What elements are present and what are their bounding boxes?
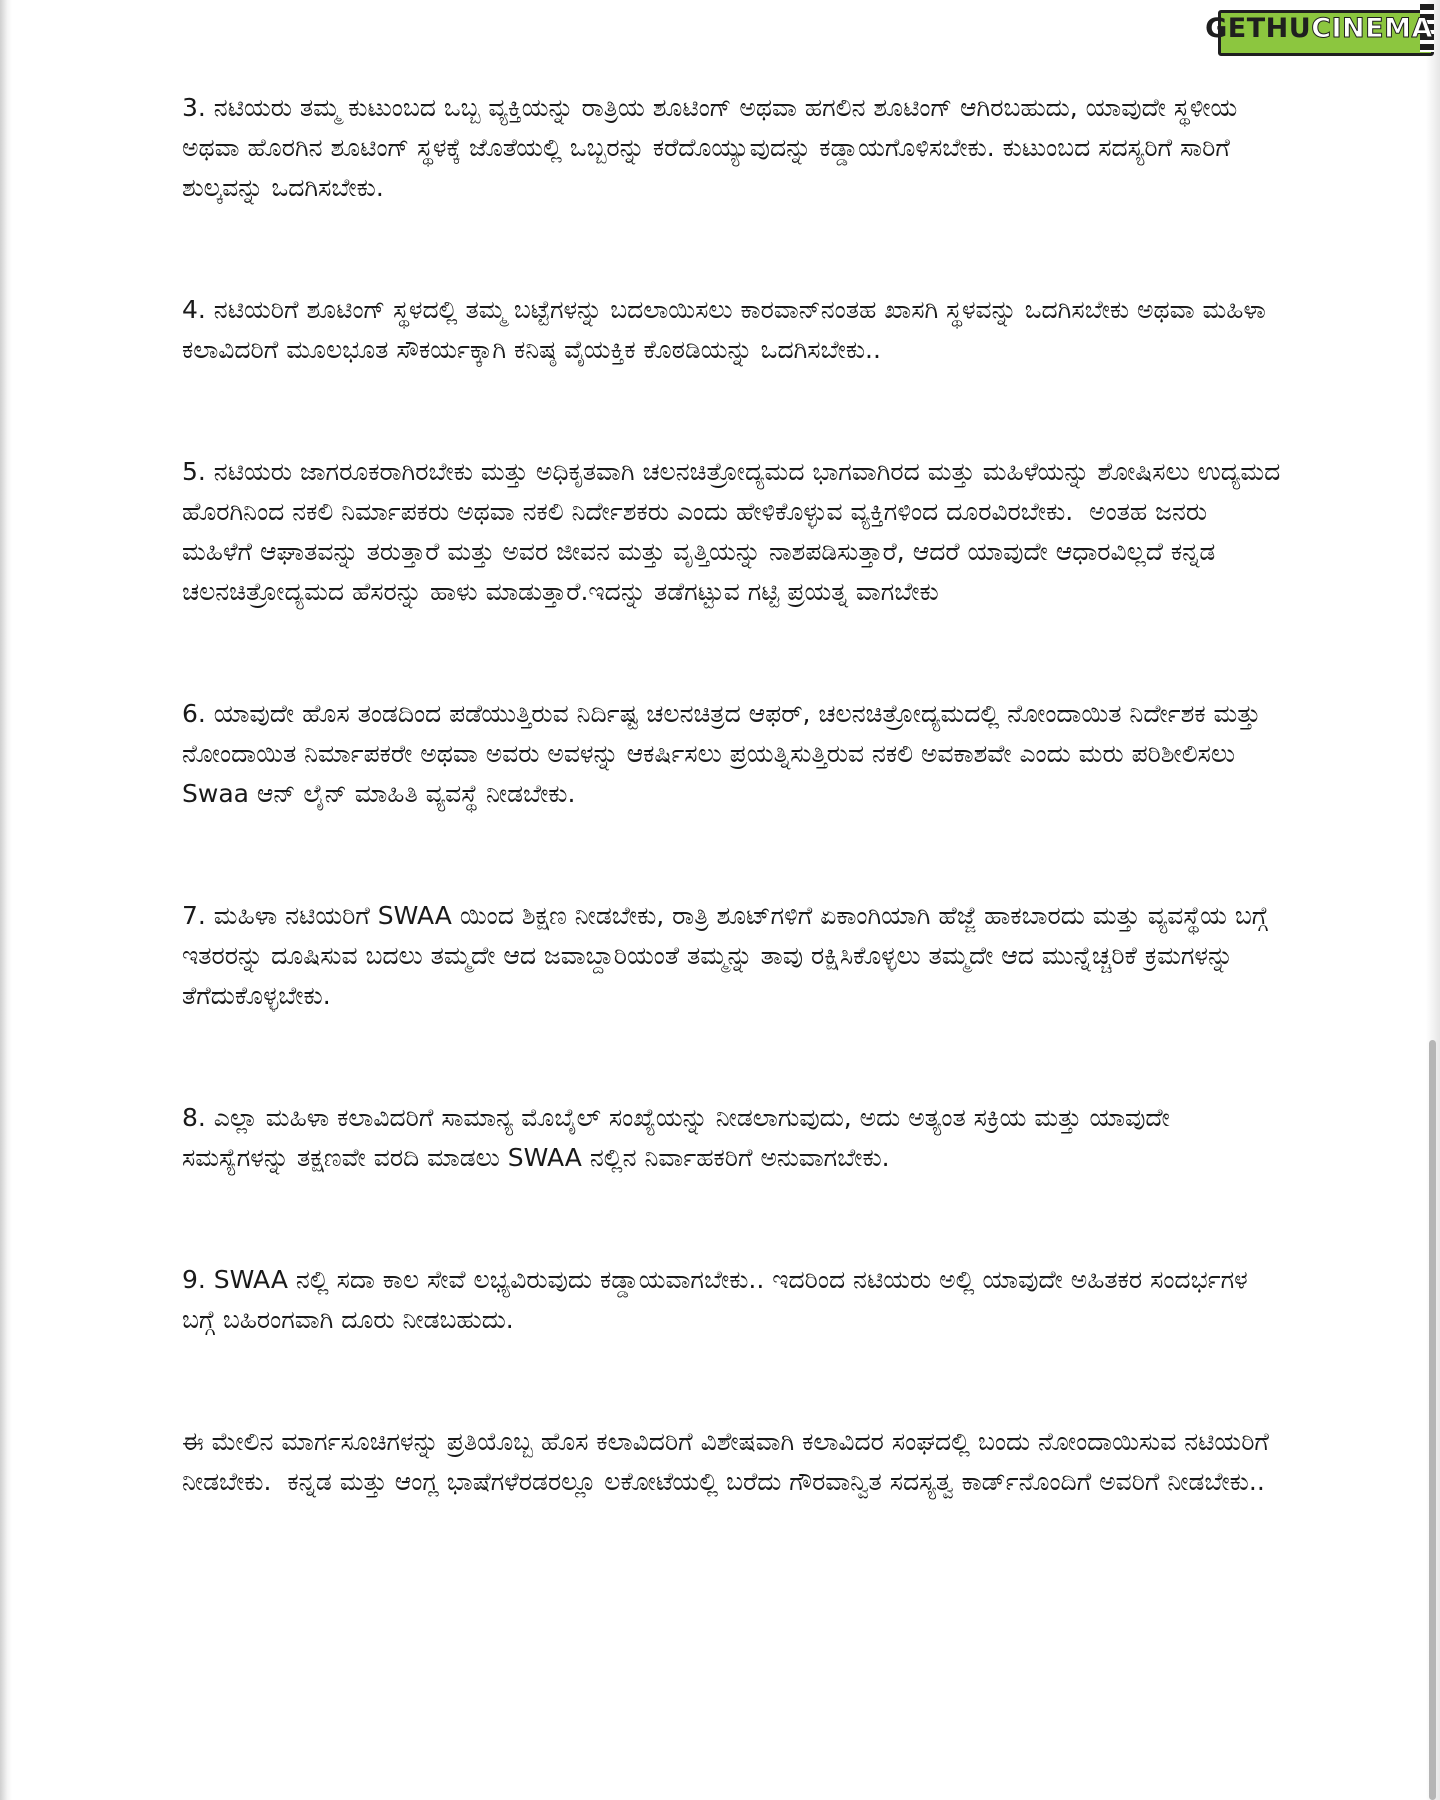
- guideline-paragraph-8: 8. ಎಲ್ಲಾ ಮಹಿಳಾ ಕಲಾವಿದರಿಗೆ ಸಾಮಾನ್ಯ ಮೊಬೈಲ್ ಸಂಖ್ಯೆಯನ್ನು ನೀಡಲಾಗುವುದು, ಅದು ಅತ್ಯಂತ ಸಕ್ರಿಯ ಮತ್ತು ಯಾವುದೇ ಸಮಸ್ಯೆಗಳನ್ನು ತಕ್ಷಣವೇ ವರದಿ ಮಾಡಲು SWAA ನಲ್ಲಿನ ನಿರ್ವಾಹಕರಿಗೆ ಅನುವಾಗಬೇಕು.: [182, 1103, 1178, 1172]
- guideline-paragraph-4: 4. ನಟಿಯರಿಗೆ ಶೂಟಿಂಗ್ ಸ್ಥಳದಲ್ಲಿ ತಮ್ಮ ಬಟ್ಟೆಗಳನ್ನು ಬದಲಾಯಿಸಲು ಕಾರವಾನ್‌ನಂತಹ ಖಾಸಗಿ ಸ್ಥಳವನ್ನು ಒದಗಿಸಬೇಕು ಅಥವಾ ಮಹಿಳಾ ಕಲಾವಿದರಿಗೆ ಮೂಲಭೂತ ಸೌಕರ್ಯಕ್ಕಾಗಿ ಕನಿಷ್ಠ ವೈಯಕ್ತಿಕ ಕೊಠಡಿಯನ್ನು ಒದಗಿಸಬೇಕು..: [182, 295, 1274, 364]
- watermark-brand-part2: CINEMA: [1311, 12, 1433, 44]
- guideline-paragraph-7: 7. ಮಹಿಳಾ ನಟಿಯರಿಗೆ SWAA ಯಿಂದ ಶಿಕ್ಷಣ ನೀಡಬೇಕು, ರಾತ್ರಿ ಶೂಟ್‌ಗಳಿಗೆ ಏಕಾಂಗಿಯಾಗಿ ಹೆಜ್ಜೆ ಹಾಕಬಾರದು ಮತ್ತು ವ್ಯವಸ್ಥೆಯ ಬಗ್ಗೆ ಇತರರನ್ನು ದೂಷಿಸುವ ಬದಲು ತಮ್ಮದೇ ಆದ ಜವಾಬ್ದಾರಿಯಂತೆ ತಮ್ಮನ್ನು ತಾವು ರಕ್ಷಿಸಿಕೊಳ್ಳಲು ತಮ್ಮದೇ ಆದ ಮುನ್ನೆಚ್ಚರಿಕೆ ಕ್ರಮಗಳನ್ನು ತೆಗೆದುಕೊಳ್ಳಬೇಕು.: [182, 901, 1276, 1010]
- guideline-paragraph-9: 9. SWAA ನಲ್ಲಿ ಸದಾ ಕಾಲ ಸೇವೆ ಲಭ್ಯವಿರುವುದು ಕಡ್ಡಾಯವಾಗಬೇಕು.. ಇದರಿಂದ ನಟಿಯರು ಅಲ್ಲಿ ಯಾವುದೇ ಅಹಿತಕರ ಸಂದರ್ಭಗಳ ಬಗ್ಗೆ ಬಹಿರಂಗವಾಗಿ ದೂರು ನೀಡಬಹುದು.: [182, 1265, 1256, 1334]
- closing-paragraph: ಈ ಮೇಲಿನ ಮಾರ್ಗಸೂಚಿಗಳನ್ನು ಪ್ರತಿಯೊಬ್ಬ ಹೊಸ ಕಲಾವಿದರಿಗೆ ವಿಶೇಷವಾಗಿ ಕಲಾವಿದರ ಸಂಘದಲ್ಲಿ ಬಂದು ನೋಂದಾಯಿಸುವ ನಟಿಯರಿಗೆ ನೀಡಬೇಕು. ಕನ್ನಡ ಮತ್ತು ಆಂಗ್ಲ ಭಾಷೆಗಳೆರಡರಲ್ಲೂ ಲಕೋಟೆಯಲ್ಲಿ ಬರೆದು ಗೌರವಾನ್ವಿತ ಸದಸ್ಯತ್ವ ಕಾರ್ಡ್‌ನೊಂದಿಗೆ ಅವರಿಗೆ ನೀಡಬೇಕು..: [182, 1427, 1277, 1496]
- guideline-paragraph-5: 5. ನಟಿಯರು ಜಾಗರೂಕರಾಗಿರಬೇಕು ಮತ್ತು ಅಧಿಕೃತವಾಗಿ ಚಲನಚಿತ್ರೋದ್ಯಮದ ಭಾಗವಾಗಿರದ ಮತ್ತು ಮಹಿಳೆಯನ್ನು ಶೋಷಿಸಲು ಉದ್ಯಮದ ಹೊರಗಿನಿಂದ ನಕಲಿ ನಿರ್ಮಾಪಕರು ಅಥವಾ ನಕಲಿ ನಿರ್ದೇಶಕರು ಎಂದು ಹೇಳಿಕೊಳ್ಳುವ ವ್ಯಕ್ತಿಗಳಿಂದ ದೂರವಿರಬೇಕು. ಅಂತಹ ಜನರು ಮಹಿಳೆಗೆ ಆಘಾತವನ್ನು ತರುತ್ತಾರೆ ಮತ್ತು ಅವರ ಜೀವನ ಮತ್ತು ವೃತ್ತಿಯನ್ನು ನಾಶಪಡಿಸುತ್ತಾರೆ, ಆದರೆ ಯಾವುದೇ ಆಧಾರವಿಲ್ಲದೆ ಕನ್ನಡ ಚಲನಚಿತ್ರೋದ್ಯಮದ ಹೆಸರನ್ನು ಹಾಳು ಮಾಡುತ್ತಾರೆ.ಇದನ್ನು ತಡೆಗಟ್ಟುವ ಗಟ್ಟಿ ಪ್ರಯತ್ನ ವಾಗಬೇಕು: [182, 457, 1289, 606]
- guideline-paragraph-3: 3. ನಟಿಯರು ತಮ್ಮ ಕುಟುಂಬದ ಒಬ್ಬ ವ್ಯಕ್ತಿಯನ್ನು ರಾತ್ರಿಯ ಶೂಟಿಂಗ್ ಅಥವಾ ಹಗಲಿನ ಶೂಟಿಂಗ್ ಆಗಿರಬಹುದು, ಯಾವುದೇ ಸ್ಥಳೀಯ ಅಥವಾ ಹೊರಗಿನ ಶೂಟಿಂಗ್ ಸ್ಥಳಕ್ಕೆ ಜೊತೆಯಲ್ಲಿ ಒಬ್ಬರನ್ನು ಕರೆದೊಯ್ಯುವುದನ್ನು ಕಡ್ಡಾಯಗೊಳಿಸಬೇಕು. ಕುಟುಂಬದ ಸದಸ್ಯರಿಗೆ ಸಾರಿಗೆ ಶುಲ್ಕವನ್ನು ಒದಗಿಸಬೇಕು.: [182, 93, 1246, 202]
- watermark-text: [1205, 13, 1433, 44]
- document-body: [182, 88, 1289, 1502]
- watermark-brand-part1: GETHU: [1205, 12, 1312, 44]
- guideline-paragraph-6: 6. ಯಾವುದೇ ಹೊಸ ತಂಡದಿಂದ ಪಡೆಯುತ್ತಿರುವ ನಿರ್ದಿಷ್ಟ ಚಲನಚಿತ್ರದ ಆಫರ್, ಚಲನಚಿತ್ರೋದ್ಯಮದಲ್ಲಿ ನೋಂದಾಯಿತ ನಿರ್ದೇಶಕ ಮತ್ತು ನೋಂದಾಯಿತ ನಿರ್ಮಾಪಕರೇ ಅಥವಾ ಅವರು ಅವಳನ್ನು ಆಕರ್ಷಿಸಲು ಪ್ರಯತ್ನಿಸುತ್ತಿರುವ ನಕಲಿ ಅವಕಾಶವೇ ಎಂದು ಮರು ಪರಿಶೀಲಿಸಲು Swaa ಆನ್ ಲೈನ್ ಮಾಹಿತಿ ವ್ಯವಸ್ಥೆ ನೀಡಬೇಕು.: [182, 699, 1269, 808]
- vertical-scrollbar[interactable]: [1429, 1040, 1436, 1800]
- page-left-edge: [0, 0, 12, 1800]
- brand-watermark: [1205, 4, 1434, 52]
